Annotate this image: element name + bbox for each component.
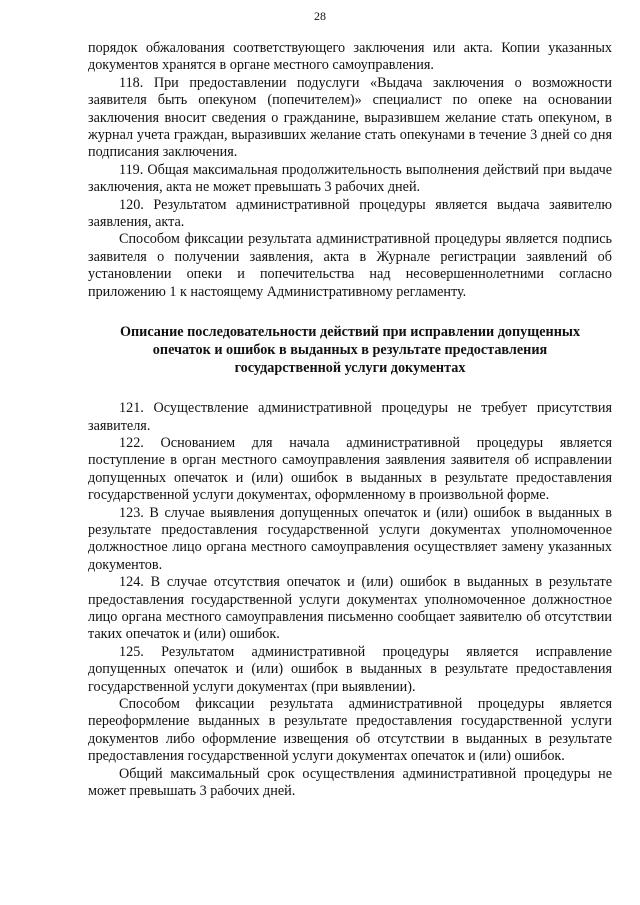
paragraph-123: 123. В случае выявления допущенных опечаток и (или) ошибок в выданных в результате предоставления государственной услуги документах уполномоченное должностное лицо органа местного самоуправления осуществляет замену указанных документов. <box>88 504 612 573</box>
section-bottom <box>88 400 612 800</box>
page-number: 28 <box>314 9 326 23</box>
paragraph-max-duration: Общий максимальный срок осуществления административной процедуры не может превышать 3 рабочих дней. <box>88 765 612 800</box>
section-heading <box>88 323 612 377</box>
section-top <box>88 40 612 301</box>
paragraph-120: 120. Результатом административной процедуры является выдача заявителю заявления, акта. <box>88 196 612 231</box>
heading-line-3: государственной услуги документах <box>234 360 466 377</box>
page-content <box>88 40 612 800</box>
paragraph-fixation-method: Способом фиксации результата административной процедуры является подпись заявителя о получении заявления, акта в Журнале регистрации заявлений об установлении опеки и попечительства над несовершеннолетними согласно приложению 1 к настоящему Административному регламенту. <box>88 231 612 300</box>
paragraph-continuation: порядок обжалования соответствующего заключения или акта. Копии указанных документов хранятся в органе местного самоуправления. <box>88 40 612 74</box>
paragraph-fixation-method-2: Способом фиксации результата административной процедуры является переоформление выданных в результате предоставления государственной услуги документов либо оформление извещения об отсутствии в выданных в результате предоставления государственной услуги документах опечаток и (или) ошибок. <box>88 696 612 765</box>
heading-line-2: опечаток и ошибок в выданных в результате предоставления <box>152 342 548 359</box>
paragraph-119: 119. Общая максимальная продолжительность выполнения действий при выдаче заключения, акта не может превышать 3 рабочих дней. <box>88 161 612 196</box>
paragraph-118: 118. При предоставлении подуслуги «Выдача заключения о возможности заявителя быть опекуном (попечителем)» специалист по опеке на основании заключения вносит сведения о гражданине, выразившем желание стать опекуном, в журнал учета граждан, выразивших желание стать опекунами в течение 3 дней со дня подписания заключения. <box>88 74 612 161</box>
paragraph-122: 122. Основанием для начала административной процедуры является поступление в орган местного самоуправления заявления заявителя об исправлении допущенных опечаток и (или) ошибок в выданных в результате предоставления государственной услуги документах, оформленному в произвольной форме. <box>88 434 612 504</box>
paragraph-124: 124. В случае отсутствия опечаток и (или) ошибок в выданных в результате предоставления государственной услуги документах уполномоченное должностное лицо органа местного самоуправления письменно сообщает заявителю об отсутствии таких опечаток и (или) ошибок. <box>88 574 612 643</box>
heading-line-1: Описание последовательности действий при исправлении допущенных <box>119 324 581 341</box>
paragraph-121: 121. Осуществление административной процедуры не требует присутствия заявителя. <box>88 400 612 434</box>
paragraph-125: 125. Результатом административной процедуры является исправление допущенных опечаток и (или) ошибок в выданных в результате предоставления государственной услуги документах (при выявлении). <box>88 643 612 695</box>
